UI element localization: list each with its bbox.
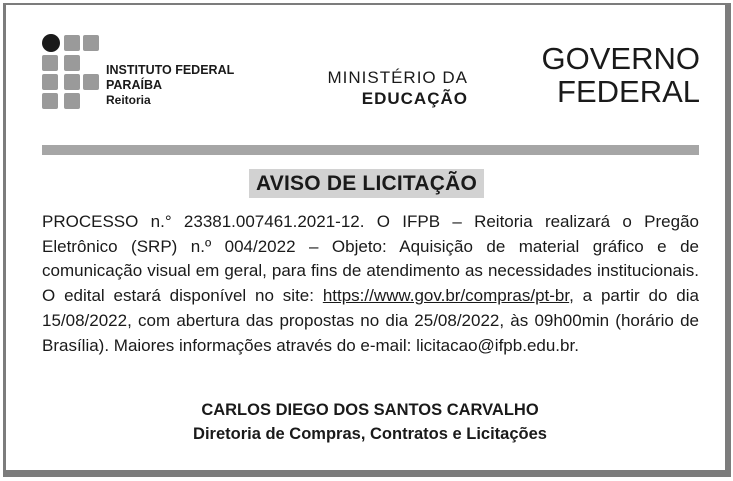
header-divider: [42, 145, 699, 155]
logo-square: [83, 74, 99, 90]
logo-square: [64, 93, 80, 109]
notice-text-part-1: PROCESSO n.° 23381.007461.2021-12. O IFPB – Reitoria realizará o Pregão Eletrônico (SRP) n.º 004/2022 – Objeto: Aquisição de material gráfico e de comunicação visual em geral, para fins de atendimento as necessidades institucionais. O edital estará disponível no site:: [42, 212, 699, 306]
logo-square: [83, 35, 99, 51]
signer-role: Diretoria de Compras, Contratos e Licitações: [193, 425, 547, 443]
institute-line-1: INSTITUTO FEDERAL: [106, 63, 235, 77]
notice-title: AVISO DE LICITAÇÃO: [249, 169, 484, 198]
government-line-2: FEDERAL: [557, 74, 700, 109]
government-line-1: GOVERNO: [541, 41, 700, 76]
signer-name: CARLOS DIEGO DOS SANTOS CARVALHO: [201, 401, 539, 419]
title-row: [0, 169, 733, 198]
ministry-name: [316, 67, 468, 109]
ifpb-logo: [42, 34, 104, 112]
ministry-line-1: MINISTÉRIO DA: [327, 68, 468, 87]
logo-square: [64, 55, 80, 71]
logo-square: [64, 74, 80, 90]
ministry-line-2: EDUCAÇÃO: [361, 89, 468, 108]
signature-block: [0, 398, 733, 446]
institute-name: [106, 63, 234, 108]
notice-body: [42, 210, 699, 358]
government-label: [520, 42, 700, 108]
compras-link[interactable]: https://www.gov.br/compras/pt-br: [322, 286, 570, 306]
logo-square: [42, 74, 58, 90]
logo-square: [42, 93, 58, 109]
institute-line-3: Reitoria: [106, 93, 151, 107]
logo-square: [42, 55, 58, 71]
notice-text-part-2: , a partir do dia 15/08/2022, com abertura das propostas no dia 25/08/2022, às 09h00min (horário de Brasília). Maiores informações através do e-mail: licitacao@ifpb.edu.br.: [42, 286, 699, 355]
logo-square: [64, 35, 80, 51]
logo-red-dot: [42, 34, 60, 52]
institute-line-2: PARAÍBA: [106, 78, 163, 92]
